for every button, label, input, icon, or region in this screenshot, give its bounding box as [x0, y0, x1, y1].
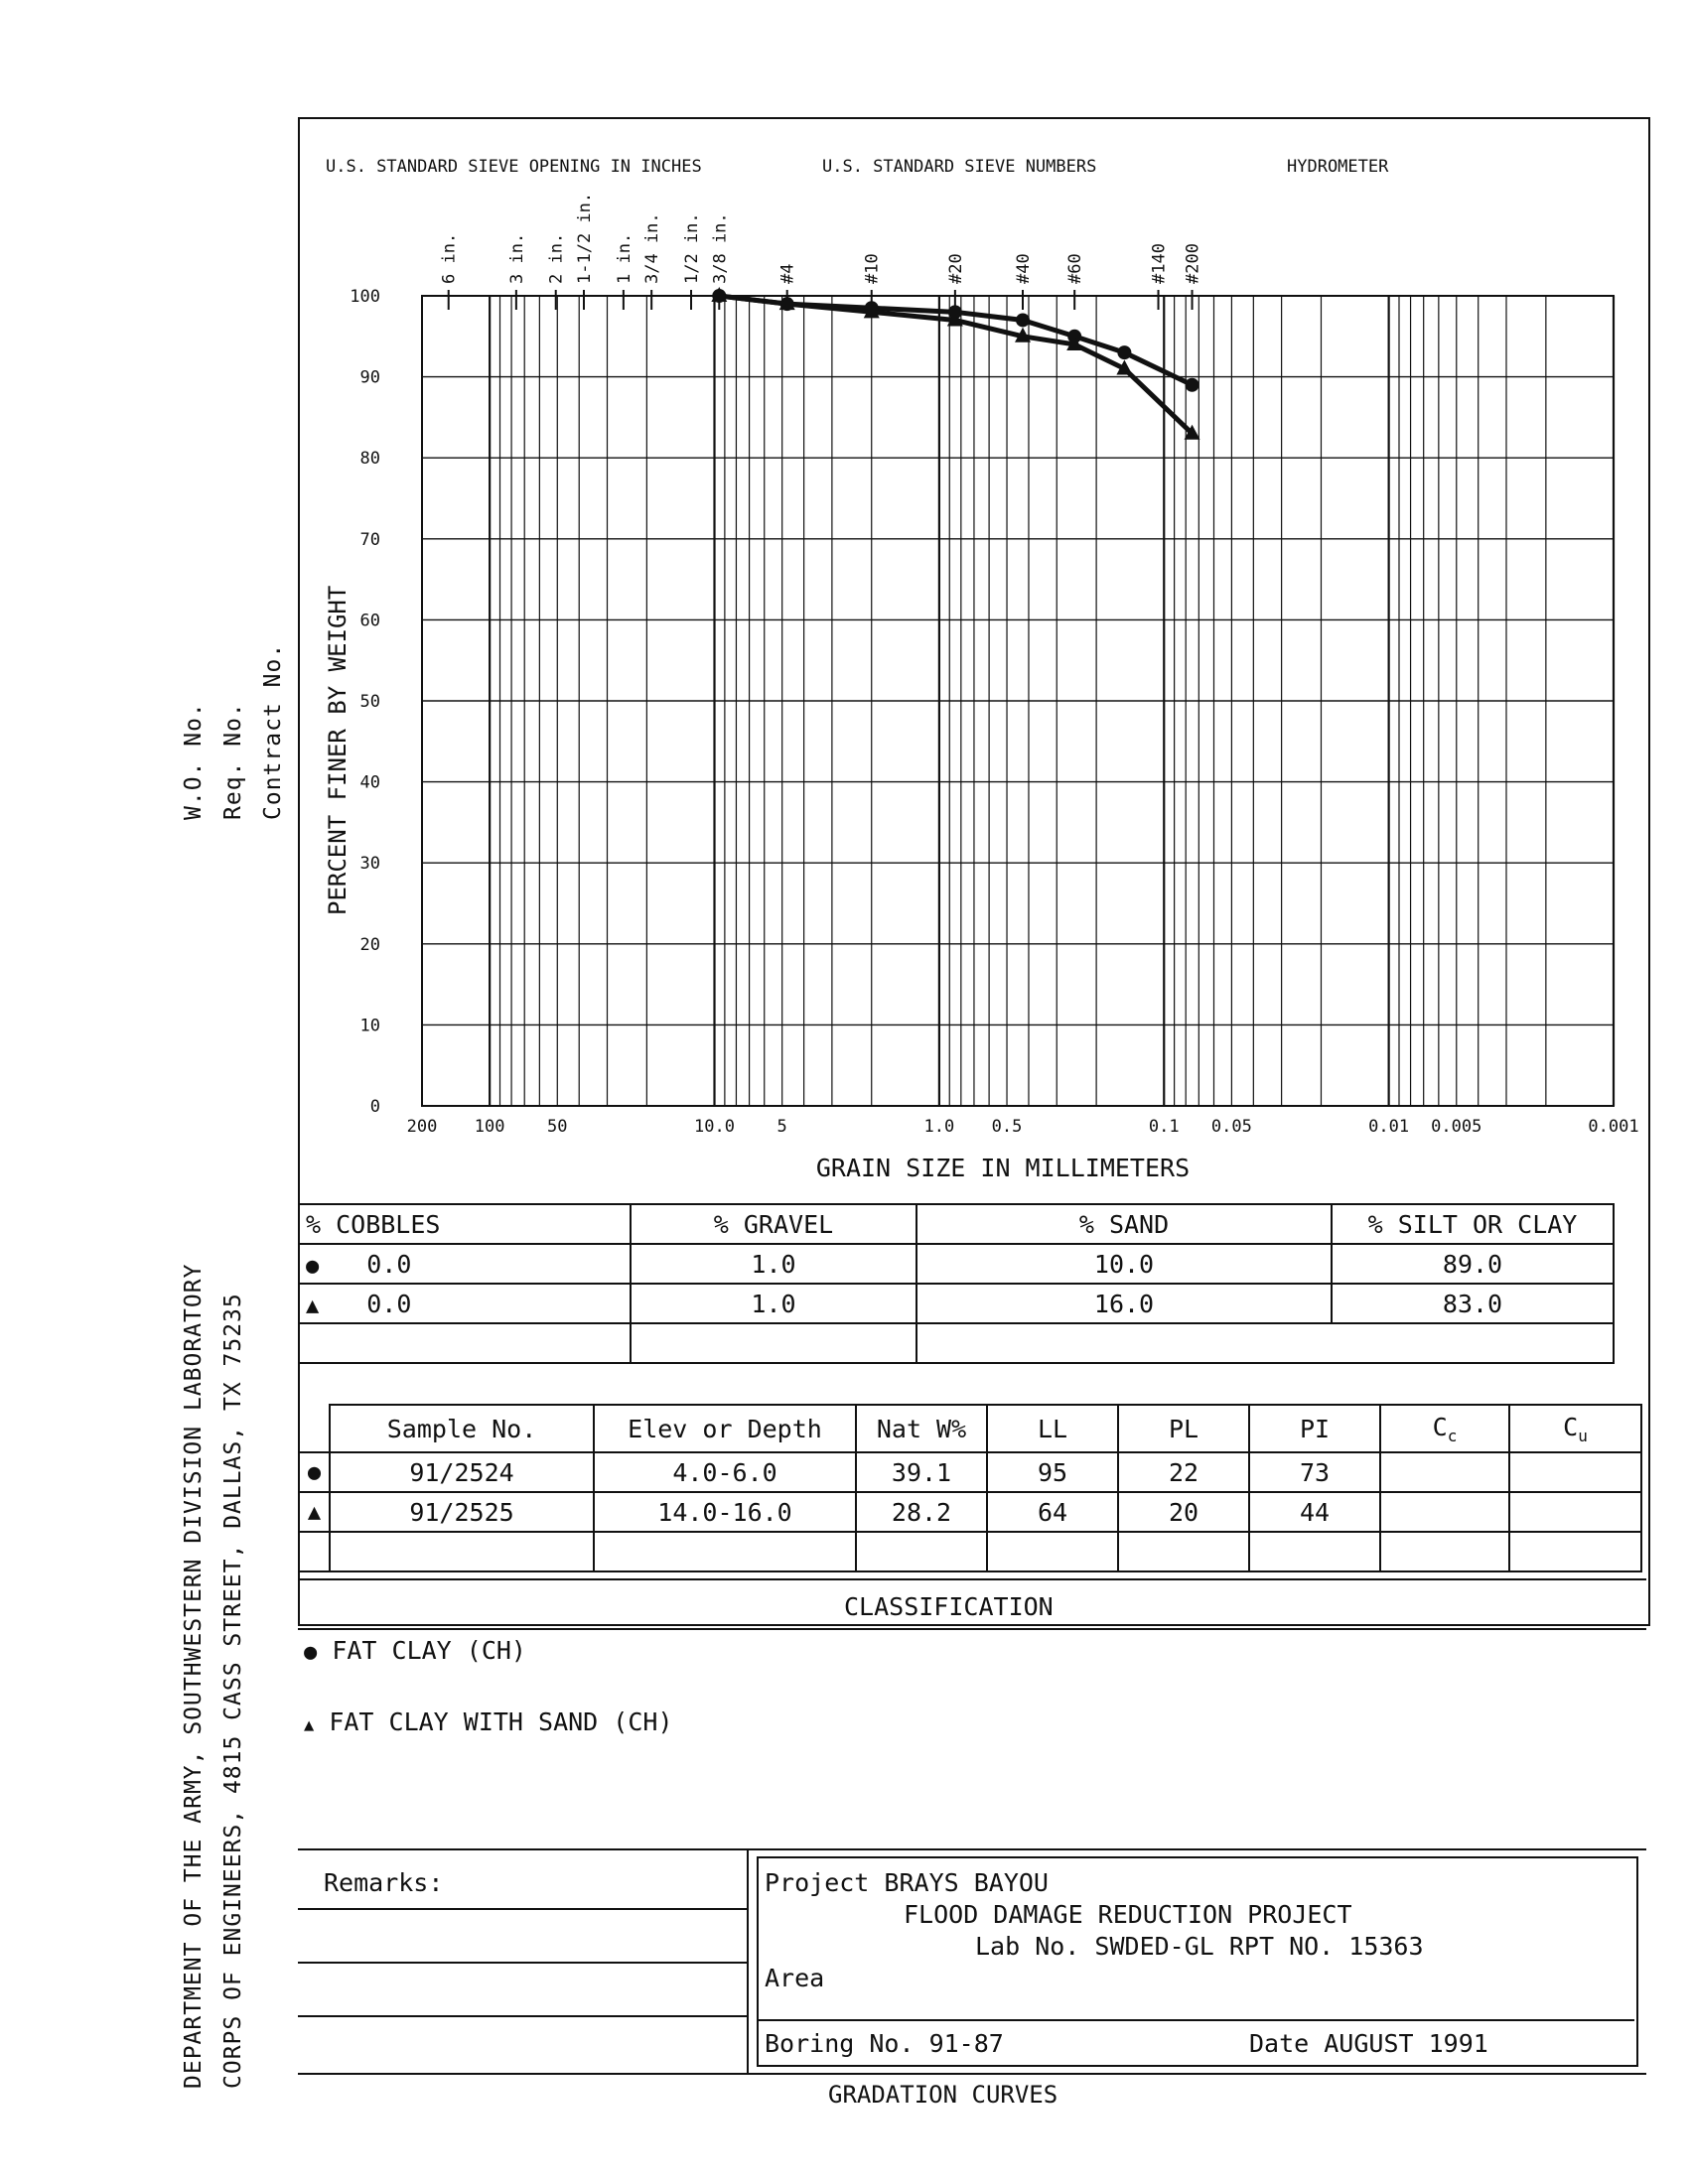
pl-value: 20	[1118, 1492, 1249, 1532]
sample-no-header: Sample No.	[330, 1405, 594, 1452]
classification-divider-top	[298, 1578, 1646, 1580]
circle-marker-icon: ●	[304, 1640, 318, 1665]
lab-address-line2: CORPS OF ENGINEERS, 4815 CASS STREET, DALLAS, TX 75235	[220, 1293, 246, 2089]
classification-item: ▲ FAT CLAY WITH SAND (CH)	[304, 1707, 673, 1736]
y-tick-label: 90	[359, 367, 380, 388]
table-row	[299, 1244, 1614, 1284]
sand-header: % SAND	[916, 1204, 1332, 1244]
cc-header: $C_c$	[1380, 1405, 1509, 1452]
y-tick-label: 50	[359, 692, 380, 712]
y-tick-label: 10	[359, 1016, 380, 1036]
sieve-label: #200	[1183, 243, 1203, 284]
lab-number: Lab No. SWDED-GL RPT NO. 15363	[975, 1932, 1424, 1961]
cu-header: $C_u$	[1509, 1405, 1641, 1452]
table-row	[299, 1452, 1641, 1492]
wo-number-label: W.O. No.	[181, 702, 207, 820]
data-point	[1117, 345, 1131, 359]
contract-number-label: Contract No.	[260, 642, 286, 820]
ll-header: LL	[987, 1405, 1118, 1452]
x-tick-label: 50	[547, 1117, 568, 1137]
silt-clay-value: 89.0	[1332, 1244, 1614, 1284]
y-tick-label: 40	[359, 772, 380, 793]
sieve-label: #10	[862, 253, 883, 284]
silt-clay-header: % SILT OR CLAY	[1332, 1204, 1614, 1244]
x-tick-label: 200	[406, 1117, 438, 1137]
x-tick-label: 0.001	[1588, 1117, 1639, 1137]
y-tick-label: 80	[359, 449, 380, 470]
table-row	[299, 1492, 1641, 1532]
remarks-line	[298, 1908, 747, 1910]
x-tick-label: 0.005	[1431, 1117, 1482, 1137]
pi-value: 73	[1249, 1452, 1380, 1492]
project-name: Project BRAYS BAYOU	[765, 1868, 1049, 1897]
remarks-label: Remarks:	[324, 1868, 444, 1897]
sieve-label: #140	[1149, 243, 1170, 284]
triangle-marker-icon: ▲	[299, 1492, 330, 1532]
sample-no-value: 91/2525	[330, 1492, 594, 1532]
sieve-inches-header: U.S. STANDARD SIEVE OPENING IN INCHES	[326, 157, 702, 177]
cobbles-value: 0.0	[366, 1249, 412, 1279]
cobbles-header: % COBBLES	[299, 1204, 631, 1244]
elev-depth-header: Elev or Depth	[594, 1405, 856, 1452]
depth-value: 4.0-6.0	[594, 1452, 856, 1492]
table-row	[299, 1532, 1641, 1571]
x-tick-label: 0.05	[1210, 1117, 1252, 1137]
x-tick-label: 0.5	[991, 1117, 1023, 1137]
sieve-label: 3 in.	[506, 232, 527, 284]
x-tick-label: 5	[776, 1117, 787, 1137]
data-point	[1016, 313, 1030, 327]
sieve-label: #4	[777, 263, 798, 284]
sieve-label: 2 in.	[546, 232, 567, 284]
nat-w-value: 39.1	[856, 1452, 987, 1492]
project-box-divider	[759, 2019, 1634, 2021]
x-tick-label: 100	[474, 1117, 505, 1137]
silt-clay-value: 83.0	[1332, 1284, 1614, 1323]
classification-divider	[298, 1628, 1646, 1630]
gravel-value: 1.0	[631, 1244, 916, 1284]
y-tick-label: 70	[359, 529, 380, 550]
boring-number: Boring No. 91-87	[765, 2029, 1004, 2058]
x-axis-label: GRAIN SIZE IN MILLIMETERS	[815, 1154, 1191, 1182]
classification-title: CLASSIFICATION	[844, 1592, 1054, 1621]
pl-header: PL	[1118, 1405, 1249, 1452]
form-title: GRADATION CURVES	[828, 2081, 1058, 2109]
project-subtitle: FLOOD DAMAGE REDUCTION PROJECT	[904, 1900, 1352, 1929]
area-label: Area	[765, 1964, 825, 1992]
sieve-label: 6 in.	[439, 232, 460, 284]
nat-w-header: Nat W%	[856, 1405, 987, 1452]
pi-value: 44	[1249, 1492, 1380, 1532]
ll-value: 95	[987, 1452, 1118, 1492]
req-number-label: Req. No.	[220, 702, 246, 820]
y-tick-label: 0	[369, 1097, 380, 1117]
x-tick-label: 0.01	[1368, 1117, 1410, 1137]
sieve-label: 1-1/2 in.	[575, 192, 596, 284]
remarks-line	[298, 2015, 747, 2017]
grain-size-table	[298, 1203, 1615, 1364]
y-tick-label: 100	[350, 287, 380, 307]
y-tick-label: 30	[359, 854, 380, 875]
sieve-label: #20	[945, 253, 966, 284]
x-tick-label: 10.0	[694, 1117, 735, 1137]
lab-address-line1: DEPARTMENT OF THE ARMY, SOUTHWESTERN DIVISION LABORATORY	[181, 1263, 207, 2089]
gravel-header: % GRAVEL	[631, 1204, 916, 1244]
triangle-marker-icon: ▲	[306, 1293, 320, 1318]
ll-value: 64	[987, 1492, 1118, 1532]
footer-divider	[298, 1848, 1646, 1850]
remarks-divider	[747, 1848, 749, 2073]
sieve-label: 3/8 in.	[710, 212, 731, 284]
y-tick-label: 60	[359, 611, 380, 631]
sieve-label: 3/4 in.	[642, 212, 663, 284]
depth-value: 14.0-16.0	[594, 1492, 856, 1532]
circle-marker-icon: ●	[299, 1452, 330, 1492]
sample-properties-table	[298, 1404, 1642, 1572]
gravel-value: 1.0	[631, 1284, 916, 1323]
sieve-numbers-header: U.S. STANDARD SIEVE NUMBERS	[822, 157, 1097, 177]
y-tick-label: 20	[359, 934, 380, 955]
sand-value: 16.0	[916, 1284, 1332, 1323]
sieve-label: #60	[1065, 253, 1086, 284]
report-date: Date AUGUST 1991	[1249, 2029, 1488, 2058]
hydrometer-header: HYDROMETER	[1287, 157, 1389, 177]
sample-no-value: 91/2524	[330, 1452, 594, 1492]
classification-item: ● FAT CLAY (CH)	[304, 1636, 526, 1665]
sieve-label: #40	[1014, 253, 1035, 284]
x-tick-label: 0.1	[1148, 1117, 1180, 1137]
triangle-marker-icon: ▲	[304, 1715, 315, 1735]
sieve-label: 1/2 in.	[682, 212, 703, 284]
footer-title-divider	[298, 2073, 1646, 2075]
cobbles-value: 0.0	[366, 1289, 412, 1318]
y-axis-label: PERCENT FINER BY WEIGHT	[324, 585, 352, 915]
data-point	[1186, 378, 1199, 392]
sand-value: 10.0	[916, 1244, 1332, 1284]
remarks-line	[298, 1962, 747, 1964]
x-tick-label: 1.0	[923, 1117, 955, 1137]
sieve-label: 1 in.	[614, 232, 634, 284]
pi-header: PI	[1249, 1405, 1380, 1452]
table-row	[299, 1284, 1614, 1323]
pl-value: 22	[1118, 1452, 1249, 1492]
table-row	[299, 1323, 1614, 1363]
circle-marker-icon: ●	[306, 1253, 320, 1279]
nat-w-value: 28.2	[856, 1492, 987, 1532]
